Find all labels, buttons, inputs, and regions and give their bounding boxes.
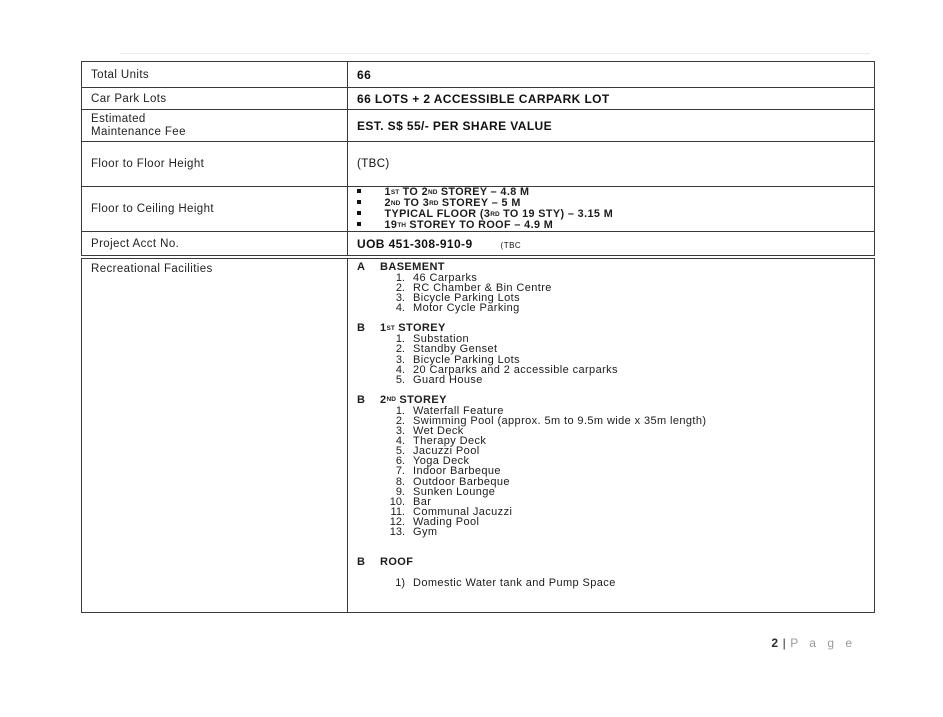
list-item bbox=[357, 303, 874, 313]
project-acct-note: (TBC bbox=[500, 240, 522, 250]
facility-item-list bbox=[357, 578, 874, 588]
facility-section bbox=[357, 262, 874, 313]
facility-section-title: ROOF bbox=[380, 556, 414, 569]
list-item-text: Bar bbox=[413, 495, 432, 508]
list-item-number: 2. bbox=[395, 282, 405, 295]
floor-to-ceiling-value bbox=[348, 187, 875, 232]
list-item-number: 1. bbox=[395, 333, 405, 346]
list-item-text: Standby Genset bbox=[413, 343, 498, 356]
list-item-text: Bicycle Parking Lots bbox=[413, 353, 521, 366]
footer-page-word: P a g e bbox=[790, 636, 856, 650]
table-row bbox=[82, 62, 875, 88]
list-item-number: 4. bbox=[395, 302, 405, 315]
list-item-number: 10. bbox=[389, 495, 405, 508]
list-item-text: 46 Carparks bbox=[413, 272, 478, 284]
list-item-text: Therapy Deck bbox=[413, 435, 487, 448]
facility-section bbox=[357, 323, 874, 384]
spec-table bbox=[81, 61, 875, 256]
total-units-value: 66 bbox=[348, 62, 875, 88]
car-park-label: Car Park Lots bbox=[82, 88, 348, 110]
list-item-number: 1. bbox=[395, 404, 405, 417]
list-item-number: 2. bbox=[395, 343, 405, 356]
list-item-text: Sunken Lounge bbox=[413, 485, 496, 498]
list-item-text: Yoga Deck bbox=[413, 455, 470, 468]
list-item-text: Substation bbox=[413, 333, 469, 346]
total-units-label: Total Units bbox=[82, 62, 348, 88]
table-row bbox=[82, 259, 875, 613]
table-row bbox=[82, 88, 875, 110]
page-number: 2 bbox=[771, 636, 779, 650]
ceiling-height-list bbox=[357, 187, 874, 231]
list-item-number: 1. bbox=[395, 272, 405, 284]
car-park-value: 66 LOTS + 2 ACCESSIBLE CARPARK LOT bbox=[348, 88, 875, 110]
square-bullet-icon bbox=[357, 200, 361, 204]
square-bullet-icon bbox=[357, 222, 361, 226]
floor-to-ceiling-label: Floor to Ceiling Height bbox=[82, 187, 348, 232]
recreational-facilities-value bbox=[348, 259, 875, 613]
ceiling-height-line bbox=[357, 220, 874, 231]
maintenance-fee-label-line1: Estimated bbox=[91, 113, 146, 125]
table-row bbox=[82, 142, 875, 187]
list-item bbox=[357, 578, 874, 588]
list-item-text: Wading Pool bbox=[413, 515, 480, 528]
list-item-text: Indoor Barbeque bbox=[413, 465, 501, 478]
list-item bbox=[357, 375, 874, 385]
project-acct-value bbox=[348, 232, 875, 256]
ceiling-height-text: TYPICAL FLOOR (3RD TO 19 STY) – 3.15 M bbox=[384, 208, 614, 220]
list-item-number: 11. bbox=[390, 505, 405, 518]
list-item-text: RC Chamber & Bin Centre bbox=[413, 282, 552, 295]
facility-item-list bbox=[357, 406, 874, 537]
table-row bbox=[82, 187, 875, 232]
list-item-text: Gym bbox=[413, 525, 438, 538]
facility-sections bbox=[357, 262, 874, 588]
maintenance-fee-label bbox=[82, 110, 348, 142]
page-footer bbox=[771, 636, 856, 650]
list-item-number: 5. bbox=[395, 373, 405, 386]
list-item-number: 6. bbox=[395, 455, 405, 468]
maintenance-fee-value: EST. S$ 55/- PER SHARE VALUE bbox=[348, 110, 875, 142]
maintenance-fee-label-line2: Maintenance Fee bbox=[91, 125, 186, 138]
list-item-number: 9. bbox=[395, 485, 405, 498]
list-item-text: Motor Cycle Parking bbox=[413, 302, 520, 315]
table-row bbox=[82, 232, 875, 256]
facility-section-title: 2ND STOREY bbox=[380, 393, 447, 406]
floor-to-floor-value: (TBC) bbox=[348, 142, 875, 187]
facility-section-letter: B bbox=[357, 556, 366, 569]
list-item-number: 13. bbox=[389, 525, 405, 538]
square-bullet-icon bbox=[357, 211, 361, 215]
facility-section-heading bbox=[357, 557, 874, 568]
list-item-text: Communal Jacuzzi bbox=[413, 505, 513, 518]
list-item-text: Domestic Water tank and Pump Space bbox=[413, 577, 616, 590]
facilities-table bbox=[81, 258, 875, 613]
ceiling-height-text: 19TH STOREY TO ROOF – 4.9 M bbox=[384, 219, 554, 231]
list-item-text: Guard House bbox=[413, 373, 483, 386]
list-item-number: 1) bbox=[395, 577, 405, 590]
list-item-number: 3. bbox=[395, 292, 405, 305]
facility-section-letter: A bbox=[357, 261, 366, 273]
facility-section-title: BASEMENT bbox=[380, 261, 445, 273]
list-item-number: 5. bbox=[395, 445, 405, 458]
scan-artifact-line bbox=[120, 53, 870, 54]
list-item-text: Bicycle Parking Lots bbox=[413, 292, 521, 305]
recreational-facilities-label: Recreational Facilities bbox=[82, 259, 348, 613]
footer-separator: | bbox=[782, 636, 787, 650]
list-item-number: 4. bbox=[395, 363, 405, 376]
list-item-text: Waterfall Feature bbox=[413, 404, 504, 417]
facility-section-title: 1ST STOREY bbox=[380, 322, 446, 335]
floor-to-floor-label: Floor to Floor Height bbox=[82, 142, 348, 187]
square-bullet-icon bbox=[357, 189, 361, 193]
list-item-number: 3. bbox=[395, 425, 405, 438]
list-item bbox=[357, 527, 874, 537]
list-item bbox=[357, 487, 874, 497]
list-item-number: 12. bbox=[389, 515, 405, 528]
list-item-number: 8. bbox=[395, 475, 405, 488]
ceiling-height-text: 1ST TO 2ND STOREY – 4.8 M bbox=[384, 186, 530, 198]
list-item-number: 7. bbox=[395, 465, 405, 478]
list-item-number: 2. bbox=[395, 414, 405, 427]
list-item-text: Jacuzzi Pool bbox=[413, 445, 480, 458]
facility-item-list bbox=[357, 334, 874, 384]
project-acct-number: UOB 451-308-910-9 bbox=[357, 236, 473, 251]
list-item-number: 3. bbox=[395, 353, 405, 366]
list-item-text: Outdoor Barbeque bbox=[413, 475, 510, 488]
facility-item-list bbox=[357, 273, 874, 313]
project-acct-label: Project Acct No. bbox=[82, 232, 348, 256]
list-item-number: 4. bbox=[395, 435, 405, 448]
facility-section bbox=[357, 557, 874, 588]
facility-section bbox=[357, 395, 874, 537]
table-row bbox=[82, 110, 875, 142]
facility-section-letter: B bbox=[357, 393, 366, 406]
list-item-text: Swimming Pool (approx. 5m to 9.5m wide x 35m length) bbox=[413, 414, 707, 427]
ceiling-height-text: 2ND TO 3RD STOREY – 5 M bbox=[384, 197, 521, 209]
facility-section-letter: B bbox=[357, 322, 366, 335]
list-item-text: Wet Deck bbox=[413, 425, 464, 438]
list-item-text: 20 Carparks and 2 accessible carparks bbox=[413, 363, 618, 376]
